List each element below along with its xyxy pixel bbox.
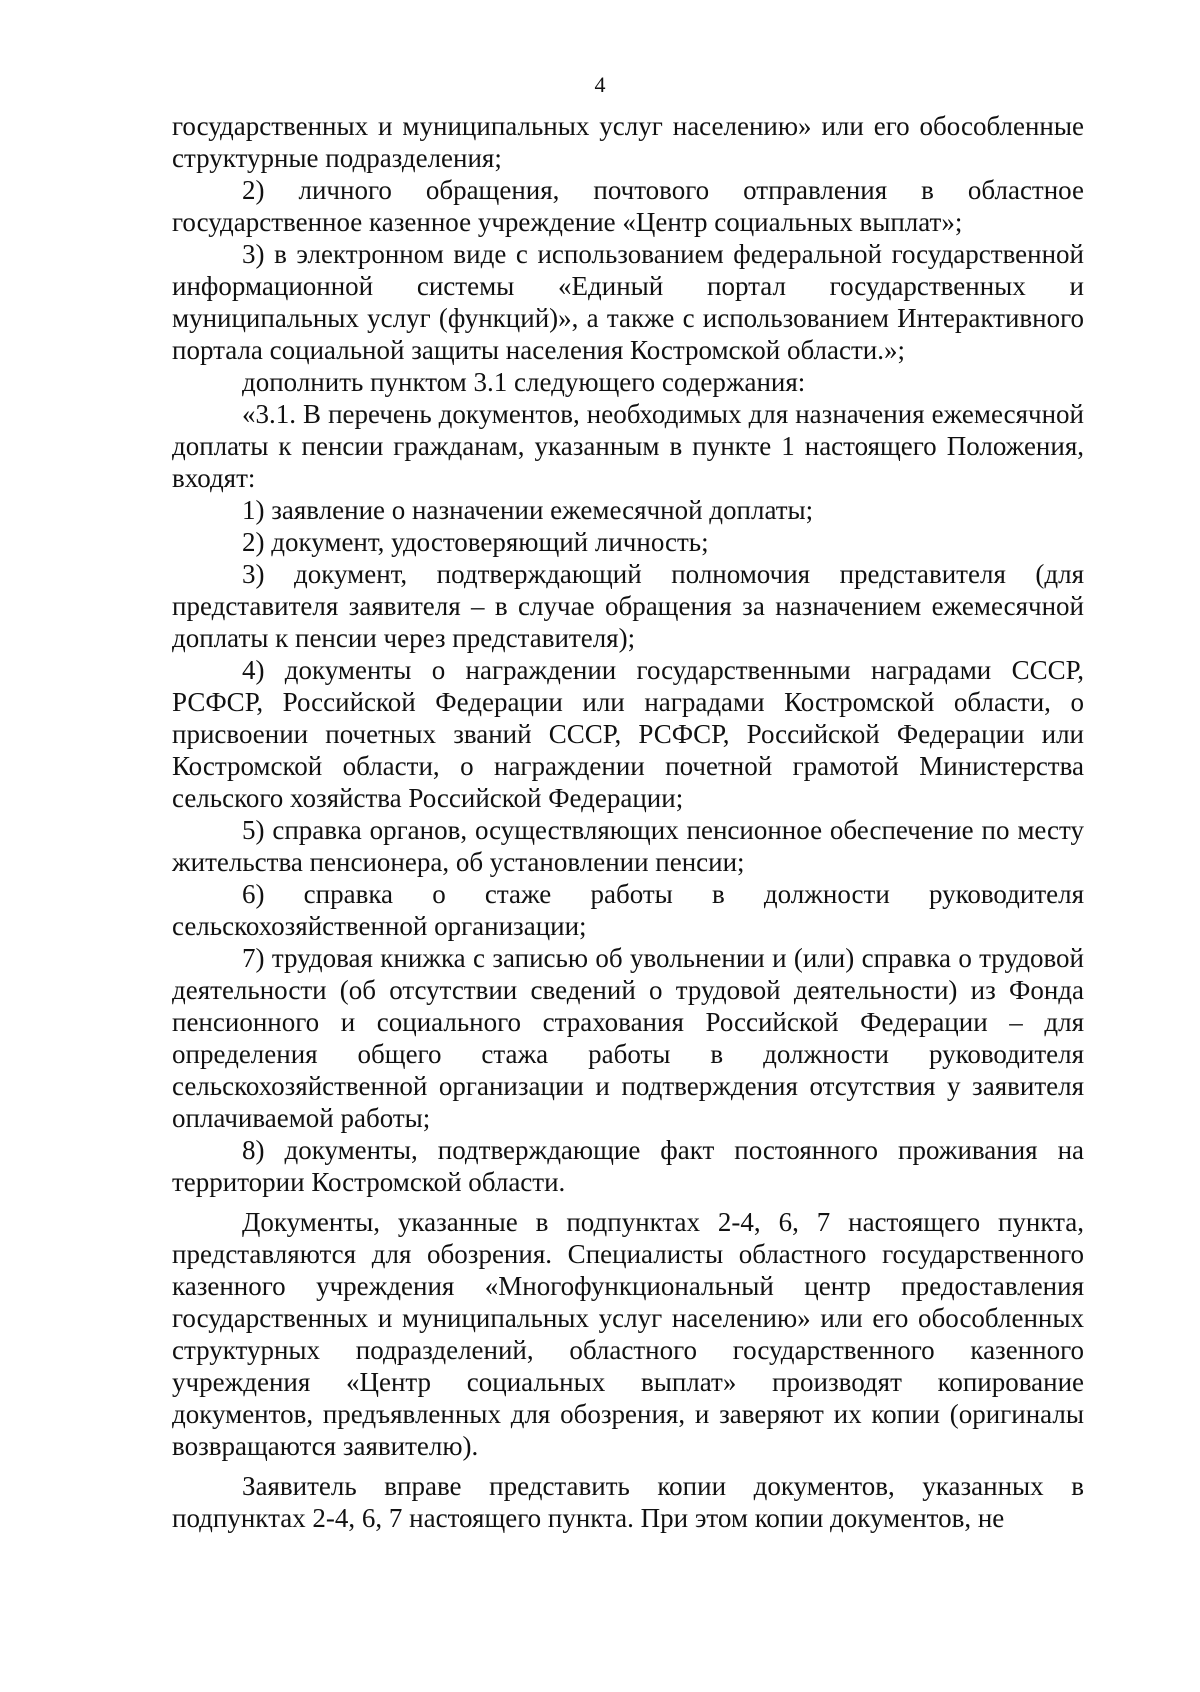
paragraph-list-item-4: 4) документы о награждении государственными наградами СССР, РСФСР, Российской Федерации или наградами Костромской области, о присвоении почетных званий СССР, РСФСР, Российской Федерации или Костромской области, о награждении почетной грамотой Министерства сельского хозяйства Российской Федерации; — [172, 655, 1084, 813]
paragraph-documents-review: Документы, указанные в подпунктах 2-4, 6, 7 настоящего пункта, представляются для обозрения. Специалисты областного государственного казенного учреждения «Многофункциональный центр предоставления государственных и муниципальных услуг населению» или его обособленных структурных подразделений, областного государственного казенного учреждения «Центр социальных выплат» производят копирование документов, предъявленных для обозрения, и заверяют их копии (оригиналы возвращаются заявителю). — [172, 1207, 1084, 1461]
paragraph-clause-3-1: «3.1. В перечень документов, необходимых для назначения ежемесячной доплаты к пенсии гражданам, указанным в пункте 1 настоящего Положения, входят: — [172, 399, 1084, 493]
paragraph-list-item-8: 8) документы, подтверждающие факт постоянного проживания на территории Костромской области. — [172, 1135, 1084, 1197]
paragraph-item-3: 3) в электронном виде с использованием федеральной государственной информационной системы «Единый портал государственных и муниципальных услуг (функций)», а также с использованием Интерактивного портала социальной защиты населения Костромской области.»; — [172, 239, 1084, 365]
paragraph-list-item-6: 6) справка о стаже работы в должности руководителя сельскохозяйственной организации; — [172, 879, 1084, 941]
page-number: 4 — [594, 72, 606, 97]
paragraph-continuation: государственных и муниципальных услуг населению» или его обособленные структурные подразделения; — [172, 111, 1084, 173]
paragraph-applicant-copies: Заявитель вправе представить копии документов, указанных в подпунктах 2-4, 6, 7 настоящего пункта. При этом копии документов, не — [172, 1471, 1084, 1533]
paragraph-list-item-7: 7) трудовая книжка с записью об увольнении и (или) справка о трудовой деятельности (об отсутствии сведений о трудовой деятельности) из Фонда пенсионного и социального страхования Российской Федерации – для определения общего стажа работы в должности руководителя сельскохозяйственной организации и подтверждения отсутствия у заявителя оплачиваемой работы; — [172, 943, 1084, 1133]
paragraph-amendment-intro: дополнить пунктом 3.1 следующего содержания: — [242, 367, 806, 397]
paragraph-list-item-2: 2) документ, удостоверяющий личность; — [242, 527, 709, 557]
paragraph-list-item-1: 1) заявление о назначении ежемесячной доплаты; — [242, 495, 814, 525]
paragraph-list-item-5: 5) справка органов, осуществляющих пенсионное обеспечение по месту жительства пенсионера, об установлении пенсии; — [172, 815, 1084, 877]
paragraph-item-2: 2) личного обращения, почтового отправления в областное государственное казенное учреждение «Центр социальных выплат»; — [172, 175, 1084, 237]
document-body — [172, 110, 1084, 1534]
paragraph-list-item-3: 3) документ, подтверждающий полномочия представителя (для представителя заявителя – в случае обращения за назначением ежемесячной доплаты к пенсии через представителя); — [172, 559, 1084, 653]
